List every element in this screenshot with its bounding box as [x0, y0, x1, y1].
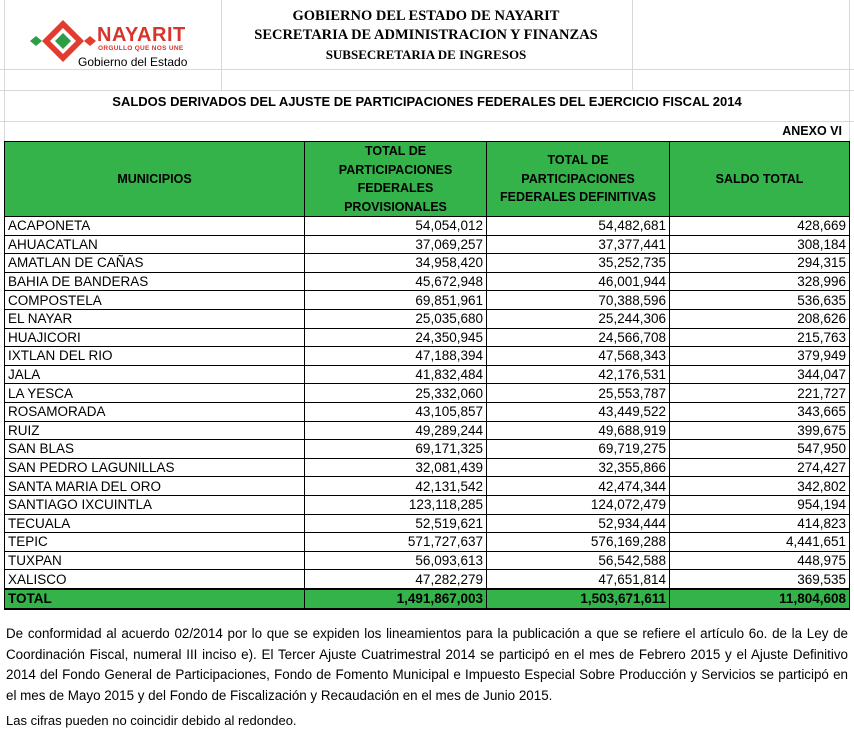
table-row	[5, 328, 850, 347]
amount-cell: 342,802	[670, 477, 850, 496]
amount-cell: 308,184	[670, 235, 850, 254]
table-row	[5, 533, 850, 552]
column-header-line: FEDERALES	[357, 181, 434, 195]
table-row	[5, 235, 850, 254]
amount-cell: 47,568,343	[487, 347, 670, 366]
table-row	[5, 384, 850, 403]
amount-cell: 954,194	[670, 495, 850, 514]
amount-cell: 547,950	[670, 440, 850, 459]
total-row	[5, 589, 850, 609]
amount-cell: 576,169,288	[487, 533, 670, 552]
amount-cell: 328,996	[670, 272, 850, 291]
amount-cell: 46,001,944	[487, 272, 670, 291]
table-row	[5, 570, 850, 589]
logo-tagline: ORGULLO QUE NOS UNE	[98, 45, 184, 52]
table-row	[5, 402, 850, 421]
amount-cell: 43,105,857	[305, 402, 487, 421]
amount-cell: 42,474,344	[487, 477, 670, 496]
amount-cell: 4,441,651	[670, 533, 850, 552]
legal-note: De conformidad al acuerdo 02/2014 por lo que se expiden los lineamientos para la publicación a que se refiere el artículo 6o. de la Ley de Coordinación Fiscal, numeral III inciso e). El Tercer Ajuste Cuatrimestral 2014 se participó en el mes de Febrero 2015 y el Ajuste Definitivo 2014 del Fondo General de Participaciones, Fondo de Fomento Municipal e Impuesto Especial Sobre Producción y Servicios se participó en el mes de Mayo 2015 y del Fondo de Fiscalización y Recaudación en el mes de Junio 2015.	[6, 626, 848, 703]
amount-cell: 25,332,060	[305, 384, 487, 403]
amount-cell: 42,176,531	[487, 365, 670, 384]
header-government: GOBIERNO DEL ESTADO DE NAYARIT	[292, 8, 560, 24]
municipio-cell: TUXPAN	[5, 551, 305, 570]
municipio-cell: SANTA MARIA DEL ORO	[5, 477, 305, 496]
amount-cell: 274,427	[670, 458, 850, 477]
municipio-cell: SAN BLAS	[5, 440, 305, 459]
amount-cell: 11,804,608	[670, 589, 850, 609]
table-row	[5, 217, 850, 236]
table-row	[5, 514, 850, 533]
amount-cell: 70,388,596	[487, 291, 670, 310]
municipio-cell: HUAJICORI	[5, 328, 305, 347]
amount-cell: 24,566,708	[487, 328, 670, 347]
amount-cell: 536,635	[670, 291, 850, 310]
amount-cell: 49,688,919	[487, 421, 670, 440]
amount-cell: 571,727,637	[305, 533, 487, 552]
table-row	[5, 272, 850, 291]
amount-cell: 344,047	[670, 365, 850, 384]
amount-cell: 343,665	[670, 402, 850, 421]
amount-cell: 448,975	[670, 551, 850, 570]
amount-cell: 208,626	[670, 309, 850, 328]
table-row	[5, 365, 850, 384]
table-row	[5, 458, 850, 477]
logo-wordmark: NAYARIT	[97, 24, 186, 46]
header-subsecretariat: SUBSECRETARIA DE INGRESOS	[325, 47, 527, 62]
column-header-line: TOTAL DE	[547, 153, 609, 168]
participaciones-table	[4, 141, 850, 610]
column-header	[305, 142, 487, 217]
amount-cell: 49,289,244	[305, 421, 487, 440]
column-header-line: MUNICIPIOS	[117, 171, 192, 186]
amount-cell: 41,832,484	[305, 365, 487, 384]
rounding-disclaimer: Las cifras pueden no coincidir debido al redondeo.	[6, 713, 297, 728]
amount-cell: 34,958,420	[305, 254, 487, 273]
table-row	[5, 421, 850, 440]
amount-cell: 47,188,394	[305, 347, 487, 366]
table-row	[5, 309, 850, 328]
amount-cell: 56,542,588	[487, 551, 670, 570]
table-row	[5, 440, 850, 459]
municipio-cell: ROSAMORADA	[5, 402, 305, 421]
municipio-cell: COMPOSTELA	[5, 291, 305, 310]
table-body	[5, 217, 850, 609]
amount-cell: 1,503,671,611	[487, 589, 670, 609]
amount-cell: 123,118,285	[305, 495, 487, 514]
amount-cell: 25,035,680	[305, 309, 487, 328]
amount-cell: 32,355,866	[487, 458, 670, 477]
municipio-cell: TEPIC	[5, 533, 305, 552]
column-header-line: SALDO TOTAL	[715, 171, 804, 186]
amount-cell: 379,949	[670, 347, 850, 366]
amount-cell: 45,672,948	[305, 272, 487, 291]
amount-cell: 69,851,961	[305, 291, 487, 310]
municipio-cell: JALA	[5, 365, 305, 384]
report-title: SALDOS DERIVADOS DEL AJUSTE DE PARTICIPACIONES FEDERALES DEL EJERCICIO FISCAL 2014	[112, 94, 742, 109]
amount-cell: 35,252,735	[487, 254, 670, 273]
amount-cell: 42,131,542	[305, 477, 487, 496]
municipio-cell: AMATLAN DE CAÑAS	[5, 254, 305, 273]
amount-cell: 69,171,325	[305, 440, 487, 459]
table-row	[5, 254, 850, 273]
municipio-cell: RUIZ	[5, 421, 305, 440]
table-row	[5, 551, 850, 570]
column-header-line: FEDERALES DEFINITIVAS	[499, 190, 657, 205]
amount-cell: 124,072,479	[487, 495, 670, 514]
municipio-cell: SAN PEDRO LAGUNILLAS	[5, 458, 305, 477]
column-header	[5, 142, 305, 217]
municipio-cell: BAHIA DE BANDERAS	[5, 272, 305, 291]
amount-cell: 37,377,441	[487, 235, 670, 254]
amount-cell: 69,719,275	[487, 440, 670, 459]
amount-cell: 414,823	[670, 514, 850, 533]
municipio-cell: LA YESCA	[5, 384, 305, 403]
column-header	[487, 142, 670, 217]
amount-cell: 215,763	[670, 328, 850, 347]
municipio-cell: TECUALA	[5, 514, 305, 533]
municipio-cell: AHUACATLAN	[5, 235, 305, 254]
header-secretariat: SECRETARIA DE ADMINISTRACION Y FINANZAS	[254, 27, 598, 43]
logo-subtitle: Gobierno del Estado	[78, 55, 188, 69]
municipio-cell: XALISCO	[5, 570, 305, 589]
amount-cell: 428,669	[670, 217, 850, 236]
amount-cell: 32,081,439	[305, 458, 487, 477]
municipio-cell: TOTAL	[5, 589, 305, 609]
amount-cell: 43,449,522	[487, 402, 670, 421]
municipio-cell: EL NAYAR	[5, 309, 305, 328]
amount-cell: 54,482,681	[487, 217, 670, 236]
amount-cell: 52,519,621	[305, 514, 487, 533]
amount-cell: 52,934,444	[487, 514, 670, 533]
amount-cell: 369,535	[670, 570, 850, 589]
table-header-row	[5, 142, 850, 217]
column-header-line: PROVISIONALES	[344, 199, 447, 214]
municipio-cell: ACAPONETA	[5, 217, 305, 236]
amount-cell: 399,675	[670, 421, 850, 440]
column-header-line: TOTAL DE	[364, 144, 427, 158]
amount-cell: 54,054,012	[305, 217, 487, 236]
municipio-cell: SANTIAGO IXCUINTLA	[5, 495, 305, 514]
amount-cell: 25,244,306	[487, 309, 670, 328]
municipio-cell: IXTLAN DEL RIO	[5, 347, 305, 366]
table-row	[5, 291, 850, 310]
annex-label: ANEXO VI	[782, 124, 842, 138]
amount-cell: 56,093,613	[305, 551, 487, 570]
column-header-line: PARTICIPACIONES	[338, 162, 453, 177]
amount-cell: 221,727	[670, 384, 850, 403]
amount-cell: 24,350,945	[305, 328, 487, 347]
column-header	[670, 142, 850, 217]
amount-cell: 37,069,257	[305, 235, 487, 254]
amount-cell: 294,315	[670, 254, 850, 273]
table-row	[5, 495, 850, 514]
amount-cell: 25,553,787	[487, 384, 670, 403]
amount-cell: 47,282,279	[305, 570, 487, 589]
table-row	[5, 347, 850, 366]
amount-cell: 47,651,814	[487, 570, 670, 589]
table-row	[5, 477, 850, 496]
amount-cell: 1,491,867,003	[305, 589, 487, 609]
column-header-line: PARTICIPACIONES	[521, 171, 635, 186]
